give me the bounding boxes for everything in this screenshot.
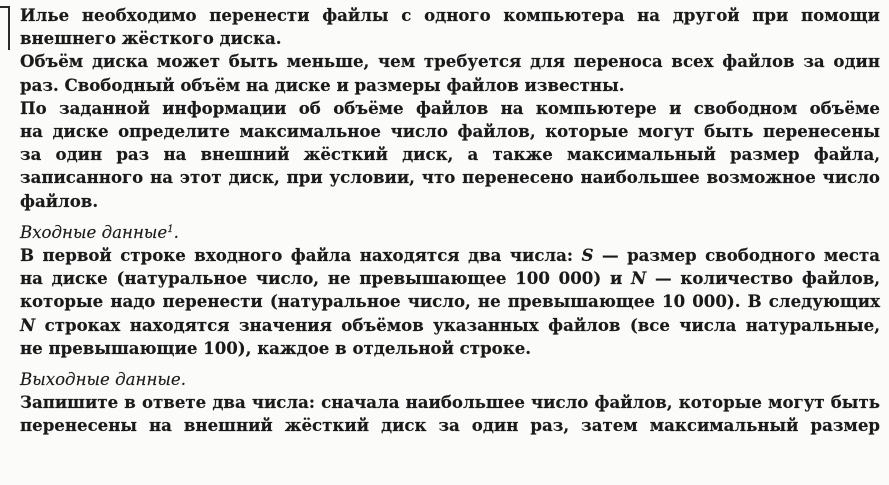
text-line: которые надо перенести (натуральное число, не превышающее 10 000). В следующих — [20, 291, 880, 312]
text-line: за один раз на внешний жёсткий диск, а также максимальный размер файла, — [20, 144, 880, 165]
text-line: раз. Свободный объём на диске и размеры файлов известны. — [20, 74, 625, 95]
text-line: Объём диска может быть меньше, чем требуется для переноса всех файлов за один — [20, 51, 880, 72]
output-heading: Выходные данные. — [20, 370, 186, 390]
variable-n: N — [20, 314, 36, 335]
text-line: внешнего жёсткого диска. — [20, 28, 282, 49]
text-line: По заданной информации об объёме файлов на компьютере и свободном объёме — [20, 97, 880, 118]
text-line: Илье необходимо перенести файлы с одного компьютера на другой при помощи — [20, 5, 880, 25]
text-line: на диске определите максимальное число файлов, которые могут быть перенесены — [20, 121, 880, 142]
text-fragment: на диске (натуральное число, не превышающее 100 000) и — [20, 268, 623, 289]
text-line: Запишите в ответе два числа: сначала наибольшее число файлов, которые могут быть — [20, 392, 880, 413]
text-line — [20, 314, 880, 337]
text-line — [20, 267, 880, 290]
input-heading-end: . — [173, 222, 179, 242]
text-line: файлов. — [20, 190, 99, 211]
text-line: перенесены на внешний жёсткий диск за один раз, затем максимальный размер — [20, 415, 880, 436]
text-line: записанного на этот диск, при условии, что перенесено наибольшее возможное число — [20, 167, 880, 188]
problem-text — [20, 4, 880, 438]
text-line — [20, 244, 880, 267]
text-fragment: строках находятся значения объёмов указанных файлов (все числа натуральные, — [44, 314, 881, 335]
text-fragment: — количество файлов, — [655, 268, 880, 289]
input-heading-text: Входные данные — [20, 222, 168, 242]
margin-bracket — [0, 6, 10, 50]
input-heading — [20, 221, 880, 244]
variable-n: N — [631, 268, 647, 289]
footnote-mark: 1 — [167, 223, 174, 235]
text-fragment: В первой строке входного файла находятся два числа: — [20, 245, 574, 266]
variable-s: S — [581, 245, 594, 266]
text-line: не превышающие 100), каждое в отдельной строке. — [20, 337, 532, 358]
text-fragment: — размер свободного места — [602, 245, 881, 266]
